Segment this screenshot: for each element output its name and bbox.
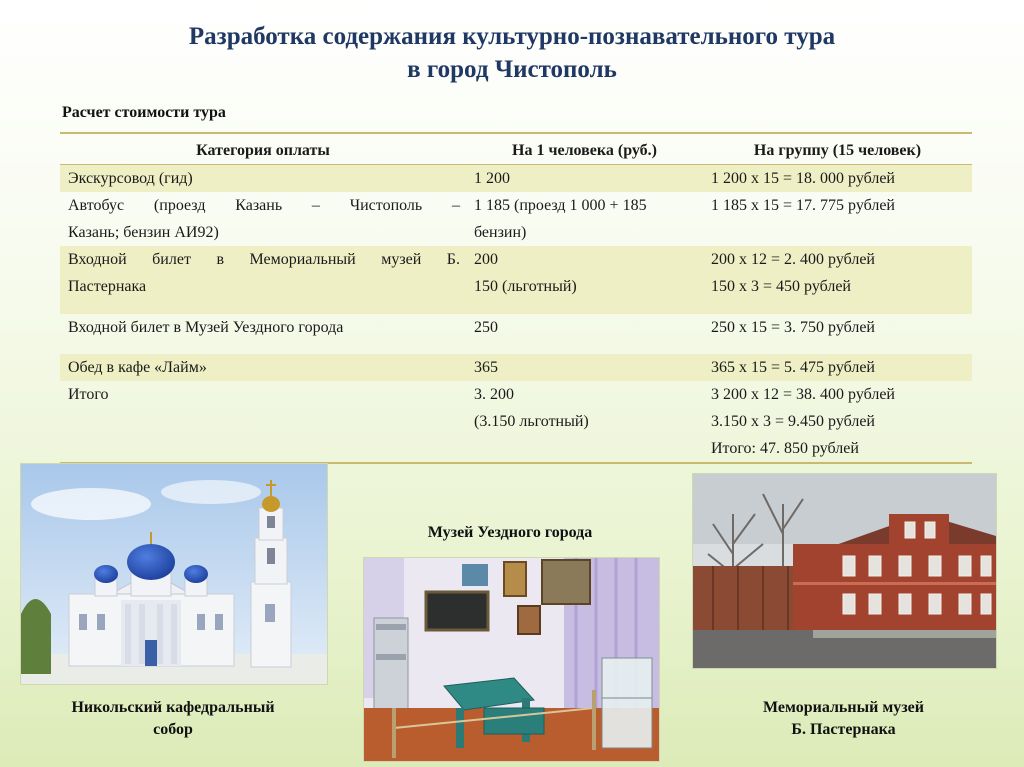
caption-pasternak <box>692 697 995 741</box>
pasternak-museum-image <box>693 474 996 668</box>
cell-line: 3 200 х 12 = 38. 400 рублей <box>711 386 895 403</box>
caption-cathedral-line-1: Никольский кафедральный <box>71 699 275 716</box>
table-row <box>60 246 972 314</box>
cell-line: 3. 200 <box>474 386 514 403</box>
cell-line: 250 х 15 = 3. 750 рублей <box>711 319 875 336</box>
cell-line: 200 х 12 = 2. 400 рублей <box>711 251 875 268</box>
caption-pasternak-line-2: Б. Пастернака <box>791 721 896 738</box>
table-caption: Расчет стоимости тура <box>62 104 226 121</box>
cathedral-image <box>21 464 327 684</box>
cell-line: (3.150 льготный) <box>474 413 589 430</box>
slide-title <box>0 20 1024 86</box>
table-row <box>60 381 972 463</box>
cell-line: 1 185 х 15 = 17. 775 рублей <box>711 197 895 214</box>
cell-per-group <box>703 246 972 314</box>
cell-line: Автобус (проезд Казань – Чистополь – <box>68 197 460 214</box>
caption-museum-town: Музей Уездного города <box>427 524 593 541</box>
title-line-1: Разработка содержания культурно-познавательного тура <box>188 23 836 50</box>
cell-per-group <box>703 314 972 354</box>
table-row <box>60 314 972 354</box>
cell-line: Казань; бензин АИ92) <box>68 224 219 241</box>
cell-category <box>60 192 466 246</box>
cell-per-person <box>466 246 703 314</box>
cell-line: Входной билет в Мемориальный музей Б. <box>68 251 460 268</box>
cell-per-group <box>703 354 972 381</box>
caption-pasternak-line-1: Мемориальный музей <box>763 699 924 716</box>
museum-interior-image <box>364 558 659 761</box>
cell-per-person <box>466 165 703 193</box>
cell-line: 365 <box>474 359 498 376</box>
title-line-2: в город Чистополь <box>407 56 617 83</box>
cell-line: Экскурсовод (гид) <box>68 170 193 187</box>
cell-line: 365 х 15 = 5. 475 рублей <box>711 359 875 376</box>
pasternak-museum-photo <box>692 473 997 669</box>
cell-per-group <box>703 192 972 246</box>
museum-interior-photo <box>363 557 660 762</box>
table-row <box>60 354 972 381</box>
cell-line: Входной билет в Музей Уездного города <box>68 319 344 336</box>
cell-line: 1 200 х 15 = 18. 000 рублей <box>711 170 895 187</box>
cell-line: Итого <box>68 386 109 403</box>
cell-per-person <box>466 381 703 463</box>
cell-line: 150 (льготный) <box>474 278 577 295</box>
cell-line: Обед в кафе «Лайм» <box>68 359 207 376</box>
cell-category <box>60 165 466 193</box>
cell-category <box>60 381 466 463</box>
cell-line: 1 200 <box>474 170 510 187</box>
header-category: Категория оплаты <box>60 133 466 165</box>
table-row <box>60 165 972 193</box>
cell-per-person <box>466 314 703 354</box>
table-row <box>60 192 972 246</box>
cell-per-person <box>466 192 703 246</box>
cell-line: бензин) <box>474 224 527 241</box>
cell-category <box>60 246 466 314</box>
cell-line: 150 х 3 = 450 рублей <box>711 278 851 295</box>
cell-per-group <box>703 165 972 193</box>
header-per-person: На 1 человека (руб.) <box>466 133 703 165</box>
caption-cathedral-line-2: собор <box>153 721 193 738</box>
cell-line: 3.150 х 3 = 9.450 рублей <box>711 413 875 430</box>
cell-per-group <box>703 381 972 463</box>
cell-category <box>60 354 466 381</box>
cell-line: Итого: 47. 850 рублей <box>711 440 859 457</box>
cell-line: 250 <box>474 319 498 336</box>
cell-line: 1 185 (проезд 1 000 + 185 <box>474 197 647 214</box>
cell-per-person <box>466 354 703 381</box>
header-per-group: На группу (15 человек) <box>703 133 972 165</box>
cost-table <box>60 132 972 464</box>
caption-cathedral <box>20 697 326 741</box>
table-header-row <box>60 133 972 165</box>
cell-line: Пастернака <box>68 278 147 295</box>
cathedral-photo <box>20 463 328 685</box>
cell-line: 200 <box>474 251 498 268</box>
cell-category <box>60 314 466 354</box>
